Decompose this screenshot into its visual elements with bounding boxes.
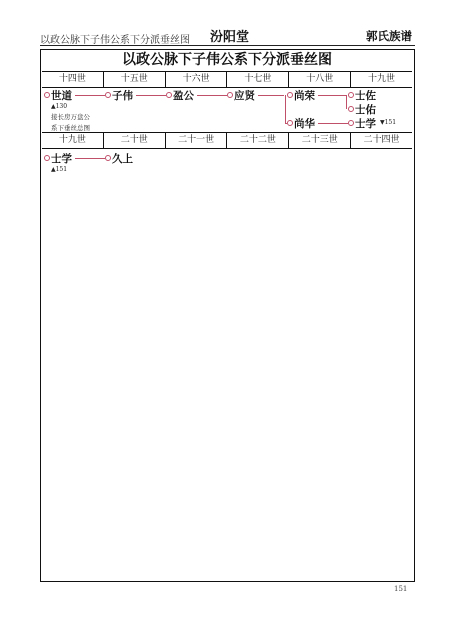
generation-cell: 十九世 [368, 74, 396, 84]
node-dot [44, 92, 50, 98]
generation-cell: 十六世 [166, 72, 228, 87]
generation-cell: 十五世 [104, 72, 166, 87]
generation-cell: 二十世 [104, 133, 166, 148]
person-shixue: 士学 [355, 118, 376, 130]
cross-reference: ▲151 [51, 166, 68, 173]
person-shizuo: 士佐 [355, 90, 376, 102]
branch-connector [285, 95, 286, 123]
node-dot [287, 120, 293, 126]
node-dot [348, 120, 354, 126]
person-ziwei: 子伟 [112, 90, 133, 102]
node-dot [227, 92, 233, 98]
header-book-title: 郭氏族谱 [366, 29, 412, 43]
person-shanghua: 尚华 [294, 118, 315, 130]
node-dot [105, 92, 111, 98]
branch-connector [346, 95, 347, 109]
cross-reference: ▼151 [380, 119, 397, 126]
connector [136, 95, 166, 96]
node-dot [44, 155, 50, 161]
annotation-line: 接长房万盘公 [51, 113, 90, 121]
connector [318, 123, 348, 124]
page-number: 151 [394, 585, 408, 593]
person-shidao: 世道 [51, 90, 72, 102]
connector [258, 95, 284, 96]
header-left-title: 以政公脉下子伟公系下分派垂丝图 [40, 35, 190, 46]
generation-row-bottom [42, 132, 412, 149]
generation-cell: 二十四世 [363, 135, 400, 145]
generation-cell: 十四世 [42, 72, 104, 87]
person-yinggong: 盈公 [173, 90, 194, 102]
node-dot [166, 92, 172, 98]
person-shangrong: 尚荣 [294, 90, 315, 102]
person-shixue-continued: 士学 [51, 153, 72, 165]
connector [318, 95, 346, 96]
generation-cell: 二十一世 [166, 133, 228, 148]
person-jiushang: 久上 [112, 153, 133, 165]
generation-cell: 二十三世 [289, 133, 351, 148]
header-divider [40, 45, 415, 46]
node-dot [287, 92, 293, 98]
person-yingxian: 应贤 [234, 90, 255, 102]
node-dot [348, 106, 354, 112]
chart-title: 以政公脉下子伟公系下分派垂丝图 [42, 50, 412, 72]
connector [75, 95, 105, 96]
connector [75, 158, 105, 159]
header-hall-name: 汾阳堂 [210, 30, 250, 45]
generation-cell: 十九世 [42, 133, 104, 148]
annotation-line: 系下垂丝总图 [51, 124, 90, 132]
connector [197, 95, 227, 96]
node-dot [105, 155, 111, 161]
generation-cell: 二十二世 [227, 133, 289, 148]
cross-reference: ▲130 [51, 103, 68, 110]
generation-row-top [42, 71, 412, 88]
person-shiyou: 士佑 [355, 104, 376, 116]
node-dot [348, 92, 354, 98]
generation-cell: 十八世 [289, 72, 351, 87]
generation-cell: 十七世 [227, 72, 289, 87]
